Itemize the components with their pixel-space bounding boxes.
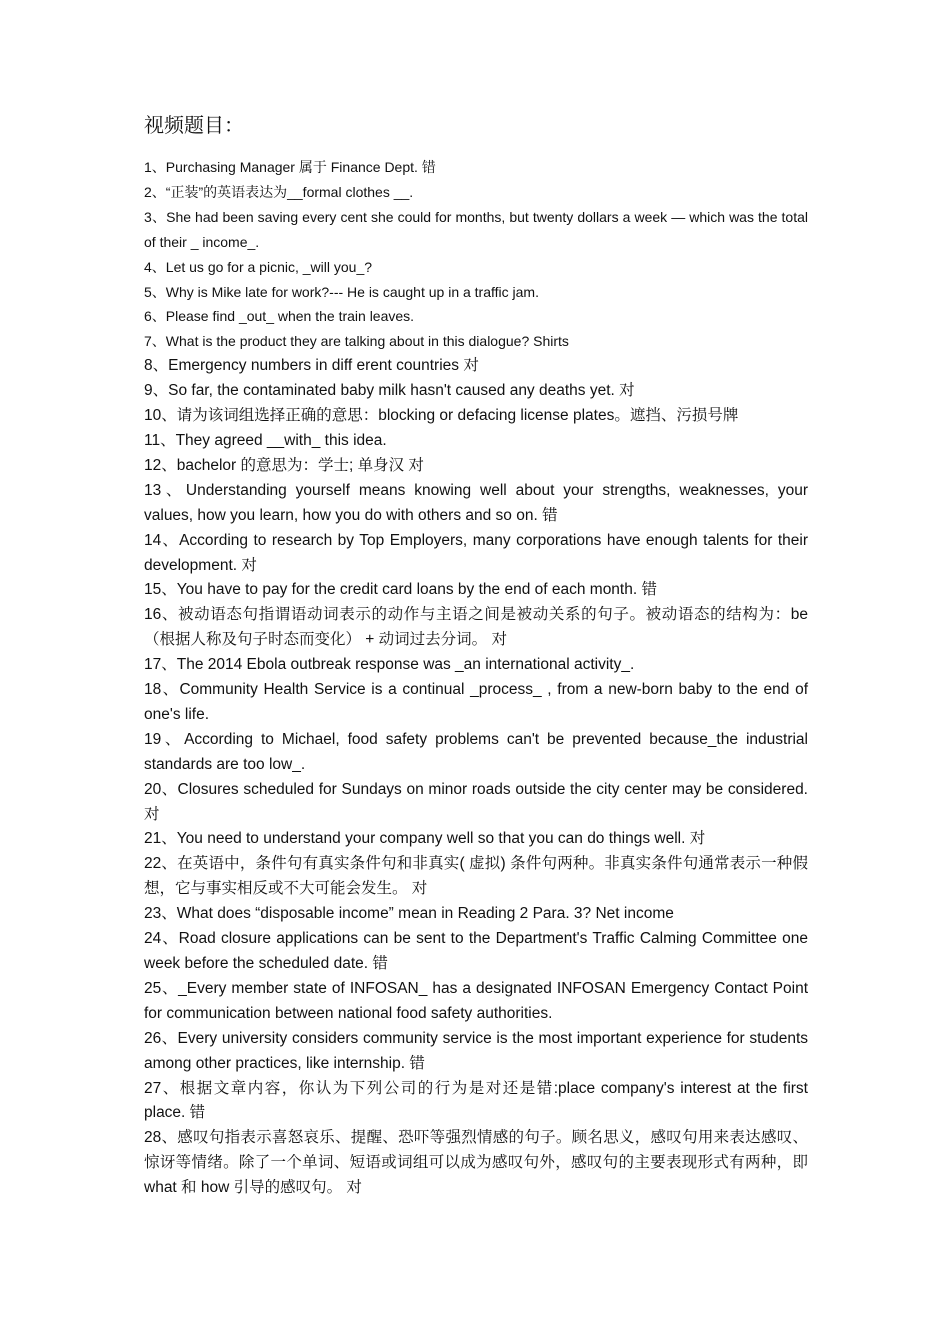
list-item: 7、What is the product they are talking about in this dialogue? Shirts — [144, 333, 569, 350]
list-item: 27、根据文章内容，你认为下列公司的行为是对还是错:place company's interest at the first place. 错 — [144, 1079, 808, 1122]
list-item: 19、According to Michael, food safety problems can't be prevented because_the industrial standards are too low_. — [144, 730, 808, 773]
list-item: 21、You need to understand your company well so that you can do things well. 对 — [144, 830, 706, 848]
list-item: 15、You have to pay for the credit card loans by the end of each month. 错 — [144, 581, 657, 599]
list-item: 13、Understanding yourself means knowing well about your strengths, weaknesses, your values, how you learn, how you do with others and so on. 错 — [144, 481, 808, 524]
list-item: 26、Every university considers community service is the most important experience for students among other practices, like internship. 错 — [144, 1029, 808, 1072]
list-item: 22、在英语中，条件句有真实条件句和非真实( 虚拟) 条件句两种。非真实条件句通常表示一种假想，它与事实相反或不大可能会发生。 对 — [144, 855, 808, 898]
list-item: 24、Road closure applications can be sent to the Department's Traffic Calming Committee one week before the scheduled date. 错 — [144, 930, 808, 972]
list-item: 2、“正装”的英语表达为__formal clothes __. — [144, 183, 414, 200]
list-item: 5、Why is Mike late for work?--- He is caught up in a traffic jam. — [144, 283, 539, 300]
list-item: 25、_Every member state of INFOSAN_ has a designated INFOSAN Emergency Contact Point for communication between national food safety authorities. — [144, 979, 808, 1022]
question-list — [144, 155, 808, 1201]
page-title: 视频题目： — [144, 113, 244, 137]
list-item: 8、Emergency numbers in diff erent countries 对 — [144, 357, 479, 375]
list-item: 1、Purchasing Manager 属于 Finance Dept. 错 — [144, 159, 436, 175]
list-item: 20、Closures scheduled for Sundays on minor roads outside the city center may be considered. 对 — [144, 780, 808, 823]
list-item: 14、According to research by Top Employers, many corporations have enough talents for their development. 对 — [144, 531, 808, 574]
list-item: 23、What does “disposable income” mean in Reading 2 Para. 3? Net income — [144, 905, 674, 923]
list-item: 4、Let us go for a picnic, _will you_? — [144, 258, 373, 275]
list-item: 3、She had been saving every cent she could for months, but twenty dollars a week — which was the total of their _ income_. — [144, 208, 808, 250]
list-item: 12、bachelor 的意思为：学士; 单身汉 对 — [144, 456, 424, 474]
list-item: 11、They agreed __with_ this idea. — [144, 431, 387, 449]
list-item: 10、请为该词组选择正确的意思：blocking or defacing license plates。遮挡、污损号牌 — [144, 407, 739, 425]
list-item: 16、被动语态句指谓语动词表示的动作与主语之间是被动关系的句子。被动语态的结构为：be（根据人称及句子时态而变化） + 动词过去分词。 对 — [144, 606, 808, 649]
list-item: 9、So far, the contaminated baby milk hasn't caused any deaths yet. 对 — [144, 382, 635, 400]
list-item: 28、感叹句指表示喜怒哀乐、提醒、恐吓等强烈情感的句子。顾名思义，感叹句用来表达感叹、惊讶等情绪。除了一个单词、短语或词组可以成为感叹句外，感叹句的主要表现形式有两种，即 what 和 how 引导的感叹句。 对 — [144, 1129, 808, 1197]
list-item: 18、Community Health Service is a continual _process_ , from a new-born baby to the end of one's life. — [144, 681, 808, 723]
list-item: 17、The 2014 Ebola outbreak response was _an international activity_. — [144, 656, 635, 674]
list-item: 6、Please find _out_ when the train leaves. — [144, 308, 415, 325]
